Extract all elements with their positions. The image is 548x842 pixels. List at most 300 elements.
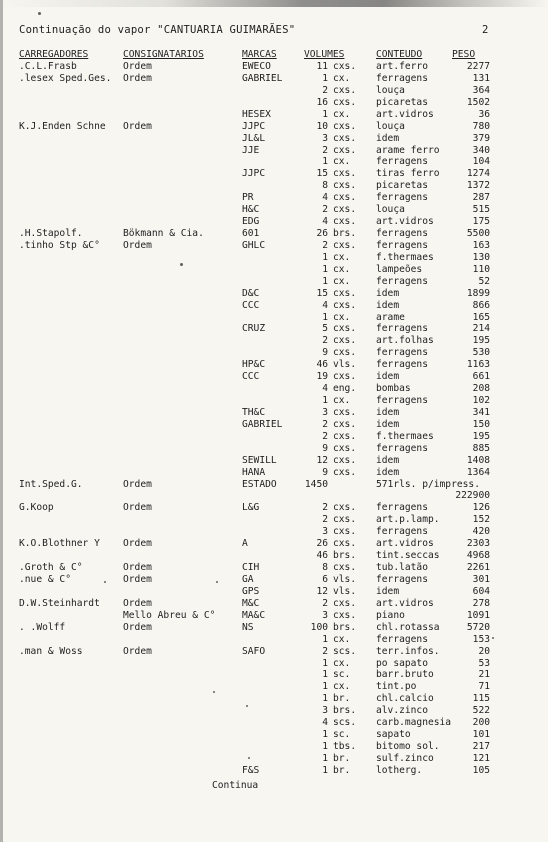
- cell-quantidade: 46: [316, 550, 328, 562]
- cell-conteudo: sulf.zinco: [376, 752, 434, 764]
- cell-conteudo: alv.zinco: [376, 705, 428, 717]
- scan-speck: [38, 12, 41, 15]
- cell-peso: 530: [472, 347, 490, 359]
- cell-unidade: cxs.: [333, 180, 357, 192]
- cell-conteudo: ferragens: [376, 442, 428, 454]
- cell-unidade: br.: [333, 764, 351, 776]
- cell-marca: ESTADO: [242, 478, 277, 490]
- cell-conteudo: piano: [376, 609, 405, 621]
- cell-unidade: tbs.: [333, 741, 357, 752]
- cell-peso: 115: [472, 693, 490, 705]
- cell-peso: 1372: [466, 180, 490, 192]
- cell-conteudo: idem: [376, 371, 400, 383]
- continua-label: Continua: [212, 780, 259, 791]
- cell-peso: 105: [472, 764, 490, 776]
- scan-speck: [213, 691, 215, 693]
- cell-peso: 36: [478, 108, 490, 120]
- cell-unidade: scs.: [333, 717, 357, 729]
- cell-quantidade: 4: [322, 717, 328, 729]
- scan-speck: [216, 581, 218, 583]
- cell-unidade: br.: [333, 752, 351, 764]
- cell-unidade: cxs.: [333, 597, 357, 609]
- cell-peso: 515: [472, 204, 490, 216]
- cell-carregador: G.Koop: [19, 502, 54, 514]
- cell-unidade: cxs.: [333, 144, 357, 156]
- cell-quantidade: 8: [322, 562, 328, 574]
- cell-peso: 195: [472, 335, 490, 347]
- cell-peso: 150: [472, 418, 490, 430]
- cell-carregador: Int.Sped.G.: [19, 478, 83, 490]
- cell-conteudo: chl.rotassa: [376, 621, 440, 633]
- cell-conteudo: art.vidros: [376, 216, 434, 228]
- cell-peso: 340: [472, 144, 490, 156]
- cell-marca: TH&C: [242, 406, 266, 418]
- column-header-marcas: MARCAS: [242, 49, 277, 60]
- cell-unidade: cx.: [333, 156, 351, 168]
- cell-marca: EDG: [242, 216, 260, 228]
- cell-quantidade: 1: [322, 156, 328, 168]
- cell-carregador: K.O.Blothner Y: [19, 538, 100, 550]
- cell-marca: H&C: [242, 204, 260, 216]
- cell-marca: GPS: [242, 585, 260, 597]
- cell-quantidade: 1: [322, 681, 328, 693]
- cell-unidade: cxs.: [333, 418, 357, 430]
- cell-conteudo: arame: [376, 311, 405, 323]
- cell-unidade: eng.: [333, 383, 357, 395]
- cell-conteudo: ferragens: [376, 573, 428, 585]
- cell-peso: 165: [472, 311, 490, 323]
- cell-unidade: cxs.: [333, 562, 357, 574]
- cell-unidade: cxs.: [333, 132, 357, 144]
- cell-conteudo: ferragens: [376, 72, 428, 84]
- cell-quantidade: 8: [322, 180, 328, 192]
- cell-conteudo: f.thermaes: [376, 430, 434, 442]
- cell-peso: 1364: [466, 466, 490, 478]
- cell-quantidade: 2: [322, 597, 328, 609]
- cell-conteudo: idem: [376, 287, 400, 299]
- cell-peso: 208: [472, 383, 490, 395]
- cell-peso: 379: [472, 132, 490, 144]
- cell-marca: GABRIEL: [242, 72, 283, 84]
- cell-peso: 121: [472, 752, 490, 764]
- cell-unidade: cxs.: [333, 347, 357, 359]
- cell-quantidade: 3: [322, 705, 328, 717]
- cell-marca: JJE: [242, 144, 260, 156]
- cell-marca: CCC: [242, 299, 260, 311]
- cell-peso: 104: [472, 156, 490, 168]
- cell-unidade: sc.: [333, 729, 351, 741]
- cell-carregador: .man & Woss: [19, 645, 83, 657]
- cell-conteudo: ferragens: [376, 395, 428, 407]
- cell-marca: M&C: [242, 597, 260, 609]
- cell-marca: F&S: [242, 764, 260, 776]
- cell-carregador: D.W.Steinhardt: [19, 597, 100, 609]
- cell-conteudo: art.p.lamp.: [376, 514, 440, 526]
- cell-quantidade: 2: [322, 84, 328, 96]
- cell-consignatario: Mello Abreu & C°: [123, 609, 216, 621]
- cell-unidade: vls.: [333, 359, 357, 371]
- cell-consignatario: Ordem: [123, 61, 152, 72]
- cell-unidade: cx.: [333, 72, 351, 84]
- cell-quantidade: 2: [322, 335, 328, 347]
- cell-consignatario: Ordem: [123, 597, 152, 609]
- cell-quantidade: 1: [322, 633, 328, 645]
- cell-peso: 131: [472, 72, 490, 84]
- cell-conteudo: tint.seccas: [376, 550, 440, 562]
- cell-unidade: cxs.: [333, 168, 357, 180]
- cell-conteudo: tub.latão: [376, 562, 428, 574]
- cell-unidade: cxs.: [333, 216, 357, 228]
- cell-unidade: cxs.: [333, 287, 357, 299]
- cell-conteudo: po sapato: [376, 657, 428, 669]
- cell-consignatario: Ordem: [123, 645, 152, 657]
- cell-unidade: cxs.: [333, 371, 357, 383]
- cell-conteudo: lotherg.: [376, 764, 423, 776]
- cell-conteudo: ferragens: [376, 156, 428, 168]
- cell-peso: 5500: [466, 228, 490, 240]
- cell-conteudo: art.vidros: [376, 108, 434, 120]
- cell-unidade: cx.: [333, 263, 351, 275]
- cell-marca: SEWILL: [242, 454, 277, 466]
- cell-peso: 1899: [466, 287, 490, 299]
- cell-conteudo: bitomo sol.: [376, 741, 440, 752]
- cell-conteudo: ferragens: [376, 633, 428, 645]
- cell-conteudo: ferragens: [376, 239, 428, 251]
- cell-marca: HANA: [242, 466, 266, 478]
- cell-quantidade: 15: [316, 287, 328, 299]
- cell-quantidade: 16: [316, 96, 328, 108]
- cell-conteudo: tint.po: [376, 681, 417, 693]
- cell-quantidade: 1: [322, 764, 328, 776]
- cell-unidade: cxs.: [333, 192, 357, 204]
- cell-unidade: brs.: [333, 621, 357, 633]
- cell-quantidade: 3: [322, 406, 328, 418]
- cell-unidade: cxs.: [333, 466, 357, 478]
- cell-peso: 885: [472, 442, 490, 454]
- cell-quantidade: 4: [322, 192, 328, 204]
- cell-quantidade: 1: [322, 72, 328, 84]
- cell-conteudo: idem: [376, 466, 400, 478]
- cell-unidade: cxs.: [333, 406, 357, 418]
- cell-conteudo: ferragens: [376, 275, 428, 287]
- cell-conteudo: barr.bruto: [376, 669, 434, 681]
- cell-quantidade: 4: [322, 299, 328, 311]
- cell-peso: 1163: [466, 359, 490, 371]
- cell-unidade: brs.: [333, 228, 357, 240]
- cell-conteudo: picaretas: [376, 180, 428, 192]
- cell-unidade: cxs.: [333, 61, 357, 72]
- cell-quantidade: 9: [322, 347, 328, 359]
- scan-speck: [180, 263, 183, 266]
- cell-quantidade: 2: [322, 502, 328, 514]
- cell-quantidade: 100: [310, 621, 328, 633]
- cell-quantidade: 1: [322, 395, 328, 407]
- document-title: Continuação do vapor "CANTUARIA GUIMARÃES": [19, 24, 296, 36]
- cell-unidade: cxs.: [333, 84, 357, 96]
- cell-conteudo: terr.infos.: [376, 645, 440, 657]
- cell-conteudo: idem: [376, 299, 400, 311]
- cell-peso: 278: [472, 597, 490, 609]
- cell-quantidade: 10: [316, 120, 328, 132]
- cell-quantidade: 1: [322, 311, 328, 323]
- cell-quantidade: 12: [316, 585, 328, 597]
- cell-carregador: . .Wolff: [19, 621, 66, 633]
- cell-peso: 5720: [466, 621, 490, 633]
- cell-unidade: cx.: [333, 108, 351, 120]
- cell-unidade: scs.: [333, 645, 357, 657]
- scan-speck: [492, 637, 494, 639]
- cell-peso: 101: [472, 729, 490, 741]
- cell-peso: 102: [472, 395, 490, 407]
- cell-consignatario: Ordem: [123, 239, 152, 251]
- cell-consignatario: Ordem: [123, 538, 152, 550]
- cell-quantidade: 6: [322, 573, 328, 585]
- cell-peso: 222900: [455, 490, 490, 502]
- cell-marca: CRUZ: [242, 323, 266, 335]
- cell-marca: A: [242, 538, 248, 550]
- cell-conteudo: ferragens: [376, 228, 428, 240]
- cell-unidade: cxs.: [333, 514, 357, 526]
- page-number: 2: [482, 24, 489, 36]
- cell-quantidade: 5: [322, 323, 328, 335]
- cell-quantidade: 2: [322, 204, 328, 216]
- cell-conteudo: bombas: [376, 383, 411, 395]
- cell-unidade: cxs.: [333, 204, 357, 216]
- cell-unidade: cxs.: [333, 323, 357, 335]
- cell-unidade: cx.: [333, 311, 351, 323]
- cell-quantidade: 1: [322, 251, 328, 263]
- cell-peso: 20: [478, 645, 490, 657]
- cell-quantidade: 4: [322, 383, 328, 395]
- cell-quantidade: 9: [322, 442, 328, 454]
- cell-quantidade: 11: [316, 61, 328, 72]
- cell-conteudo: idem: [376, 406, 400, 418]
- cell-peso: 661: [472, 371, 490, 383]
- cell-conteudo: louça: [376, 84, 405, 96]
- cell-quantidade: 2: [322, 514, 328, 526]
- cell-conteudo: louça: [376, 204, 405, 216]
- cell-quantidade: 2: [322, 418, 328, 430]
- cell-peso: 364: [472, 84, 490, 96]
- cell-consignatario: Ordem: [123, 621, 152, 633]
- cell-peso: 1091: [466, 609, 490, 621]
- cell-unidade: cxs.: [333, 609, 357, 621]
- cell-carregador: .H.Stapolf.: [19, 228, 83, 240]
- cell-marca: 601: [242, 228, 260, 240]
- cell-marca: SAFO: [242, 645, 266, 657]
- cell-peso: 110: [472, 263, 490, 275]
- column-header-carregadores: CARREGADORES: [19, 49, 89, 60]
- cell-quantidade: 3: [322, 132, 328, 144]
- cell-conteudo: ferragens: [376, 192, 428, 204]
- cell-peso: 153: [472, 633, 490, 645]
- cell-peso: 175: [472, 216, 490, 228]
- cell-marca: CIH: [242, 562, 260, 574]
- cell-peso: 52: [478, 275, 490, 287]
- column-header-peso: PESO: [452, 49, 476, 60]
- cell-quantidade: 1450: [304, 478, 328, 490]
- cell-peso: 214: [472, 323, 490, 335]
- cell-quantidade: 12: [316, 454, 328, 466]
- cell-consignatario: Ordem: [123, 120, 152, 132]
- cell-peso: 4968: [466, 550, 490, 562]
- cell-peso: 1274: [466, 168, 490, 180]
- scan-speck: [104, 581, 106, 583]
- cell-quantidade: 3: [322, 526, 328, 538]
- cell-conteudo: arame ferro: [376, 144, 440, 156]
- cell-quantidade: 1: [322, 108, 328, 120]
- cell-unidade: cxs.: [333, 538, 357, 550]
- cell-conteudo: art.folhas: [376, 335, 434, 347]
- cell-peso: 53: [478, 657, 490, 669]
- scan-left-edge: [0, 0, 3, 842]
- cell-quantidade: 2: [322, 645, 328, 657]
- cell-peso: 287: [472, 192, 490, 204]
- cell-peso: 341: [472, 406, 490, 418]
- cell-marca: GA: [242, 573, 254, 585]
- cell-quantidade: 1: [322, 741, 328, 752]
- cell-quantidade: 2: [322, 430, 328, 442]
- cell-quantidade: 4: [322, 216, 328, 228]
- cell-unidade: cxs.: [333, 454, 357, 466]
- cell-marca: HP&C: [242, 359, 266, 371]
- cell-peso: 780: [472, 120, 490, 132]
- cell-quantidade: 1: [322, 275, 328, 287]
- cell-carregador: K.J.Enden Schne: [19, 120, 106, 132]
- cell-unidade: cxs.: [333, 526, 357, 538]
- cell-conteudo: 571rls. p/impress.: [376, 478, 480, 490]
- cell-unidade: cx.: [333, 681, 351, 693]
- cell-consignatario: Ordem: [123, 502, 152, 514]
- cell-marca: MA&C: [242, 609, 266, 621]
- cell-marca: GABRIEL: [242, 418, 283, 430]
- cell-peso: 866: [472, 299, 490, 311]
- cell-conteudo: art.ferro: [376, 61, 428, 72]
- cell-unidade: cxs.: [333, 120, 357, 132]
- cell-marca: JJPC: [242, 120, 266, 132]
- scan-top-edge: [0, 0, 548, 7]
- cell-unidade: br.: [333, 693, 351, 705]
- cell-unidade: cx.: [333, 395, 351, 407]
- cell-unidade: cxs.: [333, 96, 357, 108]
- cell-marca: JL&L: [242, 132, 266, 144]
- cell-carregador: .nue & C°: [19, 573, 71, 585]
- cell-peso: 71: [478, 681, 490, 693]
- cell-peso: 163: [472, 239, 490, 251]
- cell-conteudo: idem: [376, 454, 400, 466]
- cell-consignatario: Ordem: [123, 72, 152, 84]
- cell-quantidade: 1: [322, 752, 328, 764]
- cell-peso: 1502: [466, 96, 490, 108]
- cell-conteudo: ferragens: [376, 347, 428, 359]
- cell-quantidade: 1: [322, 263, 328, 275]
- cell-conteudo: f.thermaes: [376, 251, 434, 263]
- cell-unidade: cxs.: [333, 502, 357, 514]
- cell-unidade: cx.: [333, 251, 351, 263]
- column-header-conteudo: CONTEUDO: [376, 49, 423, 60]
- cell-marca: PR: [242, 192, 254, 204]
- cell-peso: 2277: [466, 61, 490, 72]
- cell-unidade: cxs.: [333, 239, 357, 251]
- cell-peso: 2303: [466, 538, 490, 550]
- scan-speck: [248, 757, 250, 759]
- cell-conteudo: lampeões: [376, 263, 423, 275]
- cell-conteudo: idem: [376, 132, 400, 144]
- cell-conteudo: art.vidros: [376, 597, 434, 609]
- cell-quantidade: 1: [322, 657, 328, 669]
- cell-carregador: .tinho Stp &C°: [19, 239, 100, 251]
- cell-marca: GHLC: [242, 239, 266, 251]
- cell-unidade: cxs.: [333, 335, 357, 347]
- cell-conteudo: ferragens: [376, 323, 428, 335]
- cell-unidade: cx.: [333, 633, 351, 645]
- cell-marca: JJPC: [242, 168, 266, 180]
- cell-peso: 126: [472, 502, 490, 514]
- cell-peso: 604: [472, 585, 490, 597]
- cell-peso: 217: [472, 741, 490, 752]
- cell-carregador: .Groth & C°: [19, 562, 83, 574]
- cell-carregador: .lesex Sped.Ges.: [19, 72, 112, 84]
- cell-unidade: cx.: [333, 275, 351, 287]
- cell-peso: 2261: [466, 562, 490, 574]
- cell-peso: 200: [472, 717, 490, 729]
- cell-conteudo: idem: [376, 585, 400, 597]
- cell-quantidade: 3: [322, 609, 328, 621]
- cell-conteudo: idem: [376, 418, 400, 430]
- cell-consignatario: Ordem: [123, 478, 152, 490]
- cell-peso: 195: [472, 430, 490, 442]
- cell-conteudo: sapato: [376, 729, 411, 741]
- cell-peso: 152: [472, 514, 490, 526]
- cell-conteudo: ferragens: [376, 526, 428, 538]
- cell-consignatario: Ordem: [123, 562, 152, 574]
- cell-carregador: .C.L.Frasb: [19, 61, 77, 72]
- cell-unidade: cxs.: [333, 299, 357, 311]
- cell-peso: 130: [472, 251, 490, 263]
- cell-unidade: vls.: [333, 573, 357, 585]
- column-header-consignatarios: CONSIGNATARIOS: [123, 49, 204, 60]
- cell-conteudo: picaretas: [376, 96, 428, 108]
- scan-speck: [246, 705, 248, 707]
- cell-conteudo: carb.magnesia: [376, 717, 452, 729]
- cell-marca: EWECO: [242, 61, 271, 72]
- cell-quantidade: 2: [322, 144, 328, 156]
- cell-quantidade: 46: [316, 359, 328, 371]
- cell-quantidade: 26: [316, 228, 328, 240]
- cell-peso: 420: [472, 526, 490, 538]
- cell-quantidade: 15: [316, 168, 328, 180]
- cell-marca: CCC: [242, 371, 260, 383]
- cell-conteudo: ferragens: [376, 502, 428, 514]
- cell-peso: 301: [472, 573, 490, 585]
- column-header-volumes: VOLUMES: [304, 49, 345, 60]
- cell-conteudo: art.vidros: [376, 538, 434, 550]
- cell-quantidade: 19: [316, 371, 328, 383]
- cell-quantidade: 1: [322, 729, 328, 741]
- cell-quantidade: 1: [322, 693, 328, 705]
- cell-unidade: cxs.: [333, 430, 357, 442]
- cell-quantidade: 1: [322, 669, 328, 681]
- cell-unidade: cx.: [333, 657, 351, 669]
- cell-conteudo: louça: [376, 120, 405, 132]
- cell-consignatario: Bökmann & Cia.: [123, 228, 204, 240]
- cell-conteudo: tiras ferro: [376, 168, 440, 180]
- cell-unidade: brs.: [333, 705, 357, 717]
- cell-unidade: vls.: [333, 585, 357, 597]
- cell-conteudo: chl.calcio: [376, 693, 434, 705]
- cell-peso: 21: [478, 669, 490, 681]
- cell-consignatario: Ordem: [123, 573, 152, 585]
